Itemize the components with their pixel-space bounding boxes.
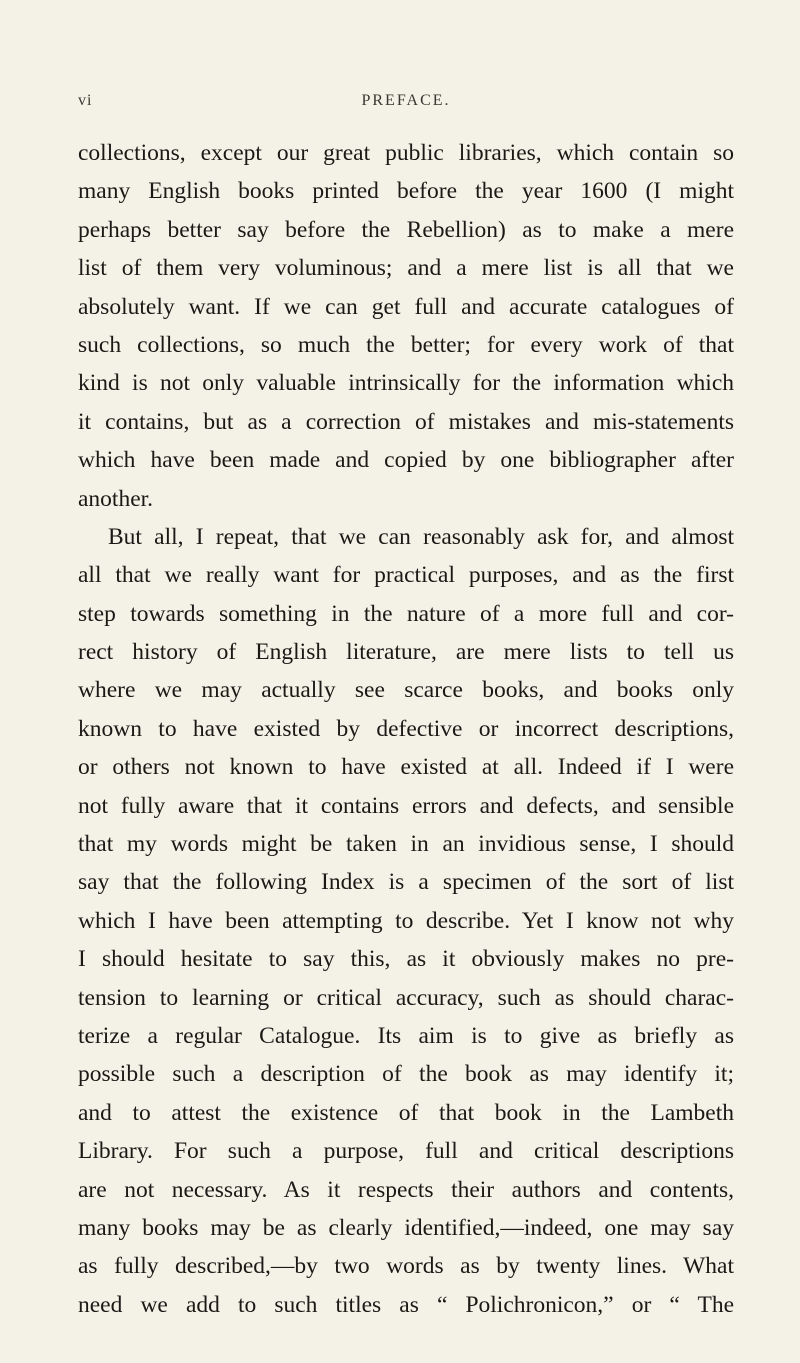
text-line: need we add to such titles as “ Polichronicon,” or “ The <box>78 1291 734 1318</box>
text-line: absolutely want. If we can get full and accurate catalogues of <box>78 293 734 320</box>
text-line: many English books printed before the year 1600 (I might <box>78 178 734 205</box>
text-line: But all, I repeat, that we can reasonably ask for, and almost <box>108 523 734 550</box>
text-line: kind is not only valuable intrinsically for the information which <box>78 370 734 397</box>
text-line: Library. For such a purpose, full and critical descriptions <box>78 1138 734 1165</box>
text-line: which have been made and copied by one bibliographer after <box>78 447 734 474</box>
text-line: it contains, but as a correction of mistakes and mis-statements <box>78 408 734 435</box>
text-line: collections, except our great public libraries, which contain so <box>78 140 734 166</box>
text-line: many books may be as clearly identified,—indeed, one may say <box>78 1214 734 1241</box>
text-line: terize a regular Catalogue. Its aim is to give as briefly as <box>78 1022 734 1049</box>
text-line: and to attest the existence of that book in the Lambeth <box>78 1099 734 1126</box>
text-line: such collections, so much the better; for every work of that <box>78 331 734 358</box>
text-line: another. <box>78 485 154 512</box>
text-line: step towards something in the nature of a more full and cor- <box>78 600 734 627</box>
text-line: as fully described,—by two words as by twenty lines. What <box>78 1253 734 1280</box>
text-line: where we may actually see scarce books, and books only <box>78 677 734 704</box>
running-head <box>78 92 734 114</box>
text-line: tension to learning or critical accuracy, such as should charac- <box>78 984 734 1011</box>
text-line: all that we really want for practical purposes, and as the first <box>78 562 734 589</box>
text-line: rect history of English literature, are mere lists to tell us <box>78 639 734 666</box>
body-text <box>78 134 734 1324</box>
running-title: PREFACE. <box>361 92 451 109</box>
text-line: possible such a description of the book as may identify it; <box>78 1061 734 1088</box>
text-line: that my words might be taken in an invidious sense, I should <box>78 831 734 858</box>
text-line: known to have existed by defective or incorrect descriptions, <box>78 715 734 742</box>
page-number: vi <box>78 92 93 109</box>
text-line: I should hesitate to say this, as it obviously makes no pre- <box>78 946 734 973</box>
text-line: which I have been attempting to describe. Yet I know not why <box>78 907 734 934</box>
text-line: or others not known to have existed at all. Indeed if I were <box>78 754 734 781</box>
text-line: are not necessary. As it respects their authors and contents, <box>78 1176 734 1203</box>
text-line: say that the following Index is a specimen of the sort of list <box>78 869 734 896</box>
text-line: perhaps better say before the Rebellion) as to make a mere <box>78 216 734 243</box>
text-line: not fully aware that it contains errors and defects, and sensible <box>78 792 734 819</box>
text-line: list of them very voluminous; and a mere list is all that we <box>78 255 734 282</box>
